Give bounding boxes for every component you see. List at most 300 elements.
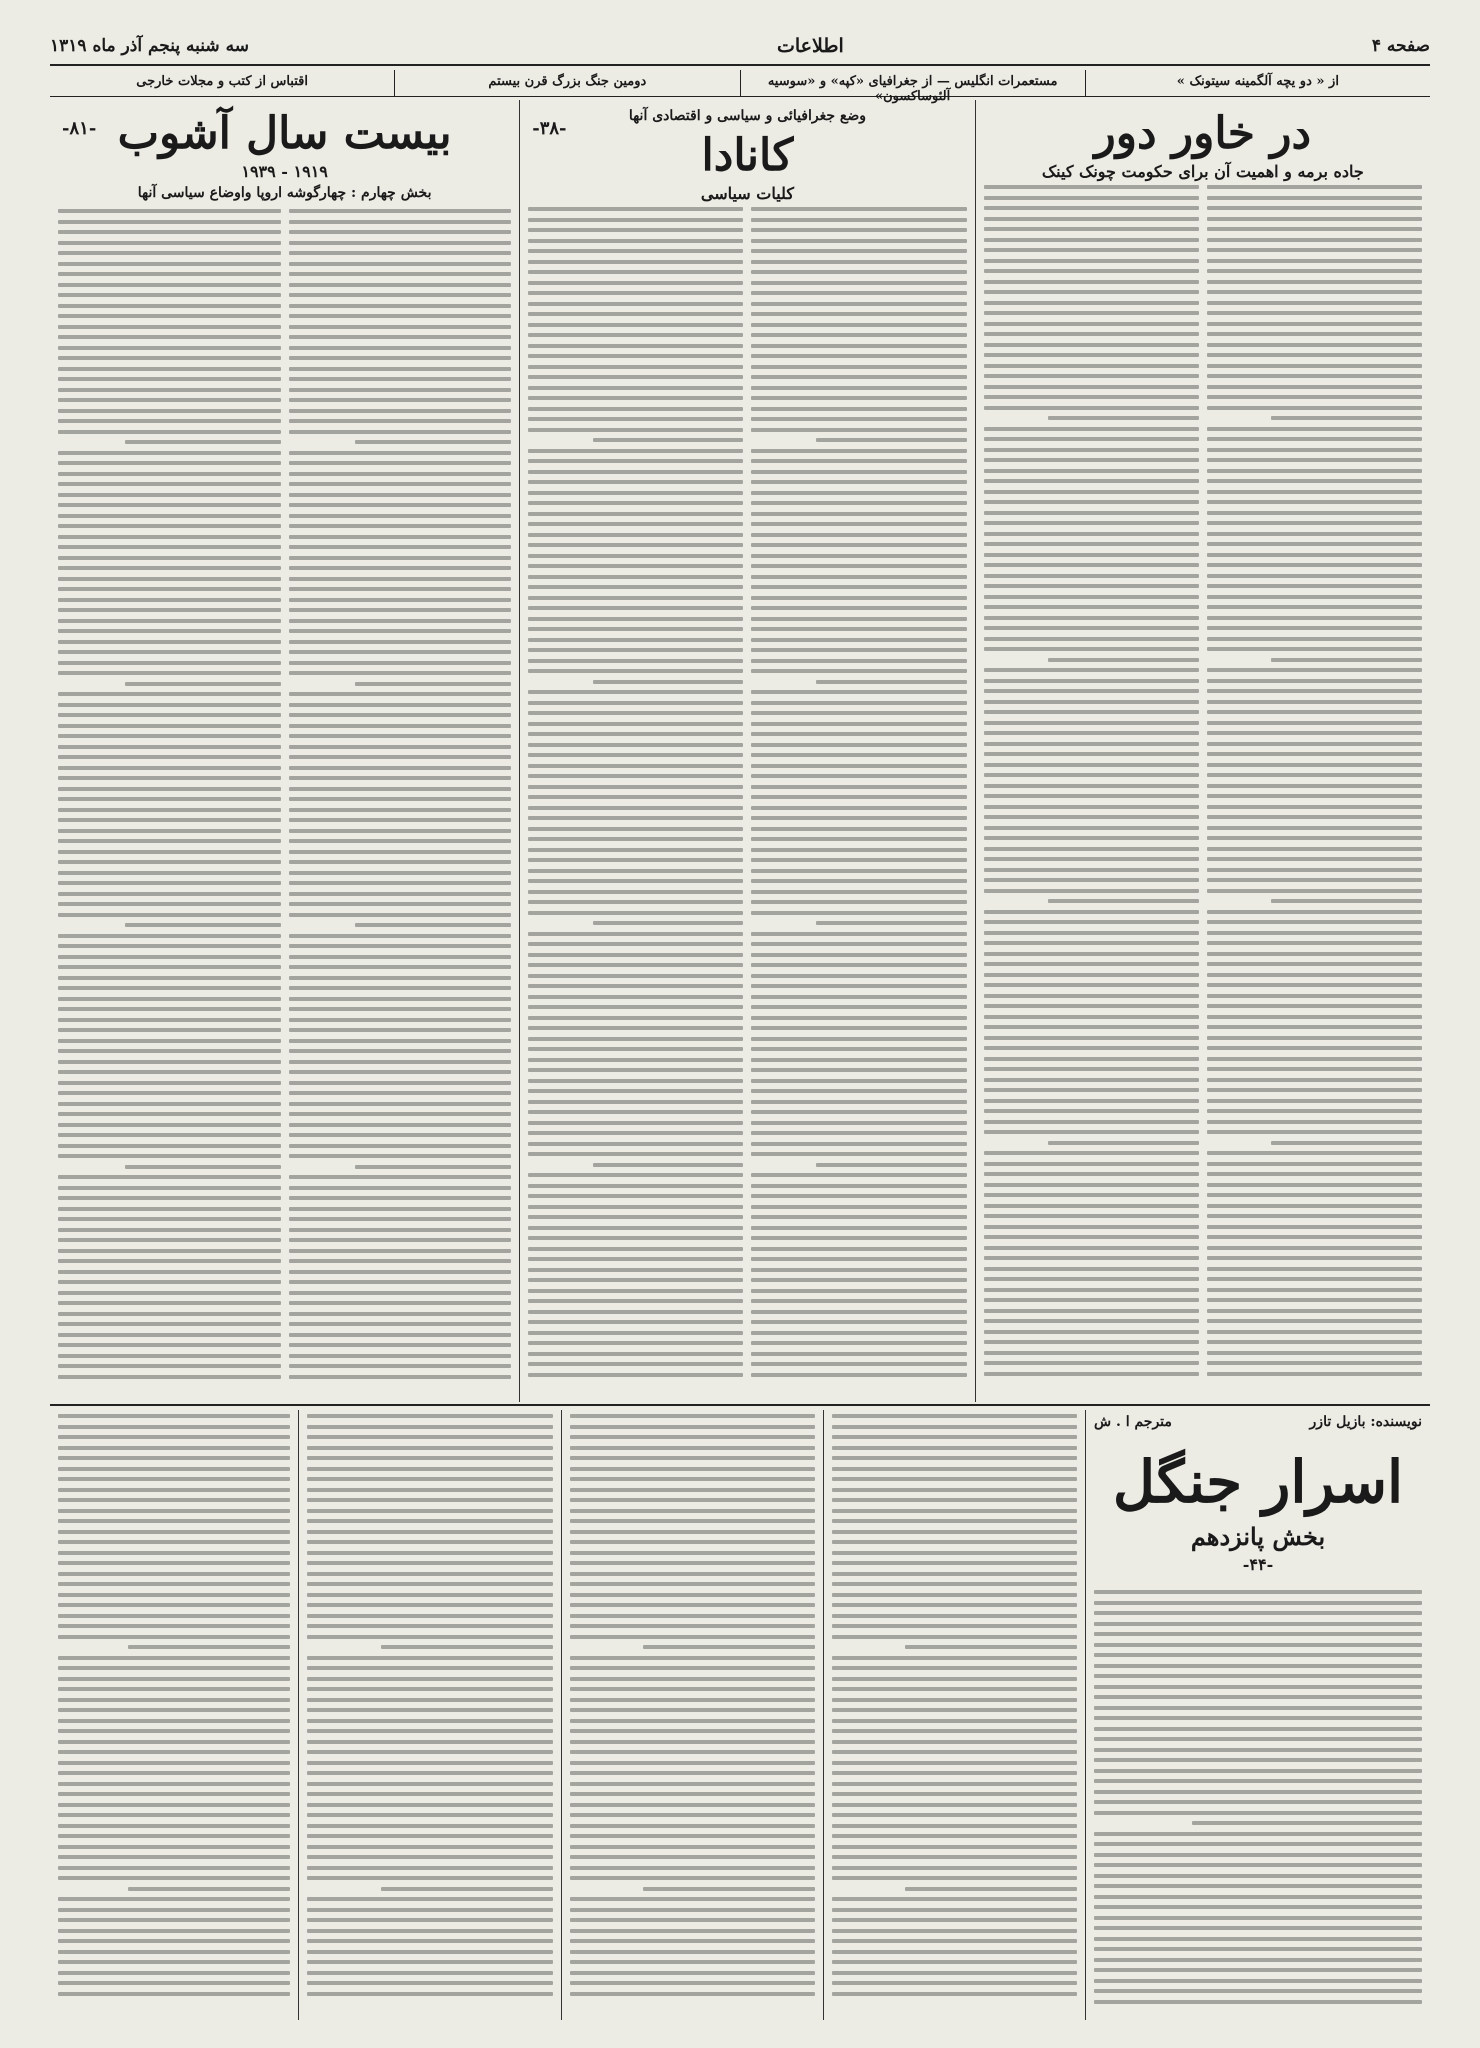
text-line [1094, 1916, 1422, 1920]
text-line [289, 220, 512, 224]
text-line [570, 1582, 815, 1586]
text-line [570, 1908, 815, 1912]
text-line [751, 1352, 966, 1356]
text-line [984, 1330, 1199, 1334]
text-line [58, 1456, 290, 1460]
text-line [58, 209, 281, 213]
text-line [984, 1340, 1199, 1344]
text-line [528, 953, 743, 957]
text-line [751, 932, 966, 936]
text-line [832, 1761, 1077, 1765]
text-line [58, 1530, 290, 1534]
text-line [528, 995, 743, 999]
text-line [570, 1666, 815, 1670]
text-line [984, 227, 1199, 231]
text-line [58, 1551, 290, 1555]
text-line [1207, 574, 1422, 578]
text-line [289, 934, 512, 938]
text-line [751, 1299, 966, 1303]
text-line [1207, 910, 1422, 914]
text-line [984, 584, 1199, 588]
text-line [289, 262, 512, 266]
text-line [528, 1026, 743, 1030]
text-line [751, 743, 966, 747]
text-line [984, 206, 1199, 210]
text-line [1094, 1811, 1422, 1815]
text-line [58, 913, 281, 917]
text-line [1207, 710, 1422, 714]
text-line [1207, 479, 1422, 483]
text-line [751, 1236, 966, 1240]
text-line [751, 554, 966, 558]
text-line [307, 1530, 552, 1534]
text-line [289, 986, 512, 990]
text-line [751, 753, 966, 757]
twenty-years-title: بیست سال آشوب [117, 108, 452, 159]
text-line [58, 1540, 290, 1544]
text-line [751, 543, 966, 547]
text-line [307, 1866, 552, 1870]
text-line [1271, 1141, 1422, 1145]
text-line [1048, 1141, 1199, 1145]
serial-column [298, 1410, 560, 2020]
text-line [528, 312, 743, 316]
text-line [984, 1351, 1199, 1355]
text-line [984, 1172, 1199, 1176]
text-line [289, 251, 512, 255]
twenty-years-article [50, 100, 519, 1402]
text-line [1207, 1193, 1422, 1197]
text-line [984, 1288, 1199, 1292]
text-line [751, 344, 966, 348]
text-line [1207, 1225, 1422, 1229]
text-line [832, 1803, 1077, 1807]
text-line [984, 301, 1199, 305]
canada-number: -۳۸- [532, 118, 567, 139]
text-line [832, 1582, 1077, 1586]
text-line [528, 522, 743, 526]
text-line [289, 314, 512, 318]
text-line [751, 701, 966, 705]
text-line [984, 1267, 1199, 1271]
text-line [58, 598, 281, 602]
text-line [125, 682, 281, 686]
text-line [307, 1740, 552, 1744]
text-line [307, 1624, 552, 1628]
text-line [570, 1939, 815, 1943]
text-line [528, 753, 743, 757]
text-line [58, 451, 281, 455]
text-line [984, 773, 1199, 777]
text-line [528, 837, 743, 841]
text-line [58, 986, 281, 990]
text-line [984, 836, 1199, 840]
text-line [289, 230, 512, 234]
text-line [58, 1364, 281, 1368]
text-line [1207, 973, 1422, 977]
text-line [289, 829, 512, 833]
text-line [984, 353, 1199, 357]
text-line [307, 1708, 552, 1712]
text-line [528, 417, 743, 421]
text-line [58, 1228, 281, 1232]
text-line [1207, 794, 1422, 798]
text-line [984, 1309, 1199, 1313]
text-line [58, 1133, 281, 1137]
text-line [58, 1060, 281, 1064]
text-line [58, 1322, 281, 1326]
text-line [751, 239, 966, 243]
text-line [832, 1614, 1077, 1618]
text-line [289, 1175, 512, 1179]
text-line [58, 839, 281, 843]
text-column [832, 1414, 1077, 1996]
text-line [58, 892, 281, 896]
text-line [751, 1194, 966, 1198]
text-line [528, 1205, 743, 1209]
text-line [289, 367, 512, 371]
text-line [528, 270, 743, 274]
text-line [307, 1992, 552, 1996]
text-line [58, 293, 281, 297]
text-line [1094, 1748, 1422, 1752]
text-line [58, 1771, 290, 1775]
text-line [58, 955, 281, 959]
text-line [58, 1112, 281, 1116]
text-line [751, 774, 966, 778]
text-line [1207, 259, 1422, 263]
text-line [984, 1025, 1199, 1029]
text-line [528, 932, 743, 936]
text-line [58, 1343, 281, 1347]
text-line [289, 304, 512, 308]
text-line [528, 1068, 743, 1072]
text-line [1207, 500, 1422, 504]
text-line [1207, 532, 1422, 536]
twenty-years-number: -۸۱- [62, 118, 97, 139]
text-line [751, 1289, 966, 1293]
text-line [307, 1950, 552, 1954]
text-line [751, 764, 966, 768]
text-line [984, 385, 1199, 389]
text-line [570, 1719, 815, 1723]
text-line [528, 1362, 743, 1366]
text-line [58, 1196, 281, 1200]
text-line [1207, 1078, 1422, 1082]
text-line [1207, 1025, 1422, 1029]
text-line [832, 1446, 1077, 1450]
text-line [1207, 1309, 1422, 1313]
text-line [1207, 490, 1422, 494]
text-line [570, 1551, 815, 1555]
text-line [570, 1971, 815, 1975]
text-line [832, 1792, 1077, 1796]
text-line [570, 1414, 815, 1418]
text-line [984, 826, 1199, 830]
text-line [289, 577, 512, 581]
text-line [832, 1414, 1077, 1418]
text-line [832, 1698, 1077, 1702]
text-line [751, 1215, 966, 1219]
text-line [593, 438, 744, 442]
text-line [58, 766, 281, 770]
text-line [58, 325, 281, 329]
text-line [528, 585, 743, 589]
text-line [1207, 952, 1422, 956]
text-line [289, 1186, 512, 1190]
text-line [984, 217, 1199, 221]
text-line [289, 377, 512, 381]
twenty-years-part: بخش چهارم : چهارگوشه اروپا واوضاع سیاسی آنها [137, 185, 432, 202]
text-line [832, 1677, 1077, 1681]
text-line [984, 395, 1199, 399]
text-line [307, 1582, 552, 1586]
text-line [528, 879, 743, 883]
text-line [751, 953, 966, 957]
text-line [751, 606, 966, 610]
text-line [570, 1771, 815, 1775]
text-line [307, 1677, 552, 1681]
text-line [570, 1687, 815, 1691]
text-line [58, 272, 281, 276]
text-line [751, 1205, 966, 1209]
text-line [832, 1561, 1077, 1565]
text-line [58, 1018, 281, 1022]
text-line [751, 596, 966, 600]
text-line [984, 679, 1199, 683]
text-line [58, 1792, 290, 1796]
text-line [355, 440, 511, 444]
text-line [58, 1154, 281, 1158]
text-line [307, 1635, 552, 1639]
text-line [307, 1540, 552, 1544]
text-line [58, 1102, 281, 1106]
text-line [307, 1897, 552, 1901]
text-line [307, 1939, 552, 1943]
text-line [289, 346, 512, 350]
text-line [289, 524, 512, 528]
text-line [593, 1163, 744, 1167]
text-line [58, 1488, 290, 1492]
text-line [528, 333, 743, 337]
text-line [1207, 1183, 1422, 1187]
text-line [816, 680, 967, 684]
text-line [528, 911, 743, 915]
text-line [832, 1971, 1077, 1975]
canada-title: کانادا [701, 130, 794, 181]
text-line [58, 1656, 290, 1660]
text-line [570, 1824, 815, 1828]
text-line [58, 1259, 281, 1263]
text-line [984, 626, 1199, 630]
text-line [528, 1331, 743, 1335]
text-line [1207, 406, 1422, 410]
text-line [1207, 563, 1422, 567]
text-line [289, 892, 512, 896]
text-line [751, 1278, 966, 1282]
text-line [528, 1257, 743, 1261]
text-line [289, 472, 512, 476]
text-line [984, 238, 1199, 242]
text-line [128, 1645, 291, 1649]
text-line [570, 1950, 815, 1954]
text-line [528, 470, 743, 474]
text-line [58, 808, 281, 812]
text-line [1207, 353, 1422, 357]
text-line [307, 1761, 552, 1765]
text-line [832, 1960, 1077, 1964]
text-line [528, 491, 743, 495]
text-line [1207, 437, 1422, 441]
text-line [528, 816, 743, 820]
text-line [751, 281, 966, 285]
text-line [984, 1057, 1199, 1061]
text-line [58, 346, 281, 350]
text-line [289, 1343, 512, 1347]
text-line [289, 787, 512, 791]
text-line [58, 1782, 290, 1786]
text-line [289, 1217, 512, 1221]
text-line [832, 1897, 1077, 1901]
text-line [751, 1110, 966, 1114]
text-line [355, 1165, 511, 1169]
text-line [1094, 1989, 1422, 1993]
text-line [58, 1939, 290, 1943]
text-line [1207, 752, 1422, 756]
text-line [58, 230, 281, 234]
text-line [58, 661, 281, 665]
text-line [751, 1079, 966, 1083]
text-line [751, 533, 966, 537]
text-line [58, 1582, 290, 1586]
text-line [289, 1270, 512, 1274]
far-east-body [984, 185, 1422, 1382]
text-line [528, 428, 743, 432]
text-line [58, 524, 281, 528]
text-line [1207, 700, 1422, 704]
text-line [307, 1803, 552, 1807]
text-line [570, 1698, 815, 1702]
text-line [58, 1572, 290, 1576]
text-line [984, 1361, 1199, 1365]
text-line [751, 1142, 966, 1146]
text-line [58, 1333, 281, 1337]
text-line [984, 1130, 1199, 1134]
text-line [570, 1435, 815, 1439]
text-line [528, 575, 743, 579]
text-line [1207, 731, 1422, 735]
text-line [1094, 1863, 1422, 1867]
newspaper-name: اطلاعات [777, 35, 844, 57]
text-line [1207, 763, 1422, 767]
text-line [289, 713, 512, 717]
text-line [58, 745, 281, 749]
text-line [1207, 1109, 1422, 1113]
text-line [1207, 374, 1422, 378]
text-line [289, 661, 512, 665]
text-line [816, 1163, 967, 1167]
text-line [832, 1666, 1077, 1670]
text-column [570, 1414, 815, 1996]
text-line [58, 1593, 290, 1597]
text-line [1207, 616, 1422, 620]
text-line [751, 323, 966, 327]
text-line [58, 1509, 290, 1513]
text-line [307, 1845, 552, 1849]
text-line [751, 1268, 966, 1272]
text-line [528, 1079, 743, 1083]
text-line [751, 879, 966, 883]
text-line [289, 1102, 512, 1106]
text-line [1094, 1769, 1422, 1773]
text-line [58, 1354, 281, 1358]
text-line [984, 857, 1199, 861]
text-line [984, 448, 1199, 452]
text-line [1192, 1821, 1422, 1825]
text-line [58, 1897, 290, 1901]
text-line [1207, 364, 1422, 368]
text-line [751, 585, 966, 589]
text-line [58, 251, 281, 255]
text-line [1207, 185, 1422, 189]
text-line [58, 545, 281, 549]
text-line [58, 1435, 290, 1439]
text-line [289, 1081, 512, 1085]
serial-translator: مترجم ا . ش [1094, 1414, 1172, 1430]
text-line [1207, 1004, 1422, 1008]
text-line [1207, 1036, 1422, 1040]
text-line [570, 1960, 815, 1964]
text-line [1271, 416, 1422, 420]
text-line [307, 1834, 552, 1838]
text-line [289, 871, 512, 875]
text-line [1094, 1979, 1422, 1983]
text-line [984, 343, 1199, 347]
text-line [751, 627, 966, 631]
text-line [307, 1519, 552, 1523]
text-line [307, 1824, 552, 1828]
text-line [58, 1992, 290, 1996]
text-line [1048, 658, 1199, 662]
serial-number: -۴۴- [1242, 1555, 1274, 1574]
text-line [58, 556, 281, 560]
text-line [289, 629, 512, 633]
serial-column [561, 1410, 823, 2020]
text-line [984, 1036, 1199, 1040]
text-line [570, 1519, 815, 1523]
text-line [58, 1761, 290, 1765]
text-line [289, 734, 512, 738]
canada-body [528, 207, 966, 1383]
text-line [1207, 637, 1422, 641]
text-line [307, 1446, 552, 1450]
text-line [751, 1068, 966, 1072]
text-line [289, 1333, 512, 1337]
text-line [528, 659, 743, 663]
canada-section: کلیات سیاسی [700, 184, 794, 204]
text-line [1094, 1790, 1422, 1794]
text-line [751, 806, 966, 810]
text-line [58, 1918, 290, 1922]
text-line [58, 1666, 290, 1670]
text-column [1094, 1590, 1422, 2004]
twenty-years-body [58, 209, 511, 1385]
text-line [1207, 1067, 1422, 1071]
text-line [984, 1015, 1199, 1019]
far-east-subtitle: جاده برمه و اهمیت آن برای حکومت چونک کینک [1041, 162, 1364, 182]
text-line [1207, 469, 1422, 473]
text-line [984, 1078, 1199, 1082]
